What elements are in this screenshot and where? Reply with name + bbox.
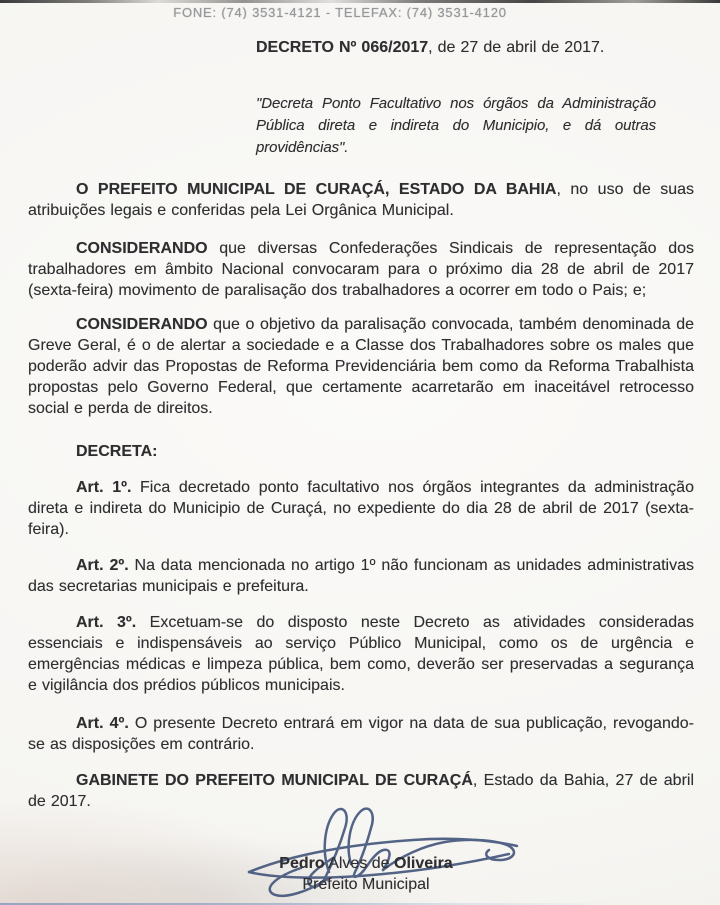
considerando-2-text: que o objetivo da paralisação convocada, também denominada de Greve Geral, é o de alertar a sociedade e a Classe dos Trabalhadores sobre os males que poderão advir das Propostas de Reforma Previdenciária bem como da Reforma Trabalhista propostas pelo Governo Federal, que certamente acarretarão em inaceitável retrocesso social e perda de direitos.	[28, 316, 694, 417]
signatory-name	[279, 853, 452, 874]
article-4-number: Art. 4º.	[76, 715, 129, 732]
closing-date: , Estado da Bahia, 27 de abril de 2017.	[28, 772, 695, 810]
considerando-1-keyword: CONSIDERANDO	[76, 240, 208, 257]
decree-body	[28, 0, 694, 812]
article-3	[28, 612, 694, 696]
signatory-role: Prefeito Municipal	[302, 876, 430, 893]
decree-epigraph: "Decreta Ponto Facultativo nos órgãos da Administração Pública direta e indireta do Municipio, e dá outras providências".	[256, 95, 656, 156]
article-2	[28, 555, 694, 597]
signature-block	[0, 853, 720, 895]
decreta-heading: DECRETA:	[76, 443, 158, 460]
article-2-text: Na data mencionada no artigo 1º não funcionam as unidades administrativas das secretarias municipais e prefeitura.	[28, 557, 694, 595]
considerando-1-text: que diversas Confederações Sindicais de representação dos trabalhadores em âmbito Nacional convocaram para o próximo dia 28 de abril de 2017 (sexta-feira) movimento de paralisação dos trabalhadores a ocorrer em todo o Pais; e;	[28, 240, 694, 299]
article-1-text: Fica decretado ponto facultativo nos órgãos integrantes da administração direta e indireta do Municipio de Curaçá, no expediente do dia 28 de abril de 2017 (sexta-feira).	[28, 479, 694, 538]
considerando-2-paragraph	[28, 314, 694, 419]
article-2-number: Art. 2º.	[76, 557, 129, 574]
article-3-number: Art. 3º.	[76, 614, 137, 631]
article-4	[28, 713, 694, 755]
article-3-text: Excetuam-se do disposto neste Decreto as atividades consideradas essenciais e indispensáveis ao serviço Público Municipal, como os de urgência e emergências médicas e limpeza pública, bem como, deverão ser preservadas a segurança e vigilância dos prédios públicos municipais.	[28, 614, 694, 694]
article-1-number: Art. 1º.	[76, 479, 132, 496]
decree-date: , de 27 de abril de 2017.	[428, 39, 605, 56]
preamble-paragraph	[28, 179, 694, 221]
closing-gabinete: GABINETE DO PREFEITO MUNICIPAL DE CURAÇÁ	[76, 772, 473, 789]
signatory-name-first: Pedro	[279, 855, 325, 872]
signatory-name-last: Oliveira	[394, 855, 453, 872]
letterhead-phone-fax: FONE: (74) 3531-4121 - TELEFAX: (74) 3531-4120	[173, 5, 507, 19]
preamble-text: , no uso de suas atribuições legais e conferidas pela Lei Orgânica Municipal.	[28, 181, 694, 219]
closing-gabinete-paragraph	[28, 770, 694, 812]
decree-title	[256, 37, 694, 58]
considerando-1-paragraph	[28, 238, 694, 301]
signatory-name-middle: Alves de	[324, 855, 394, 872]
article-4-text: O presente Decreto entrará em vigor na data de sua publicação, revogando-se as disposições em contrário.	[28, 715, 694, 753]
preamble-authority: O PREFEITO MUNICIPAL DE CURAÇÁ, ESTADO DA BAHIA	[76, 181, 557, 198]
considerando-2-keyword: CONSIDERANDO	[76, 316, 208, 333]
decree-number: DECRETO Nº 066/2017	[256, 39, 429, 56]
article-1	[28, 477, 694, 540]
